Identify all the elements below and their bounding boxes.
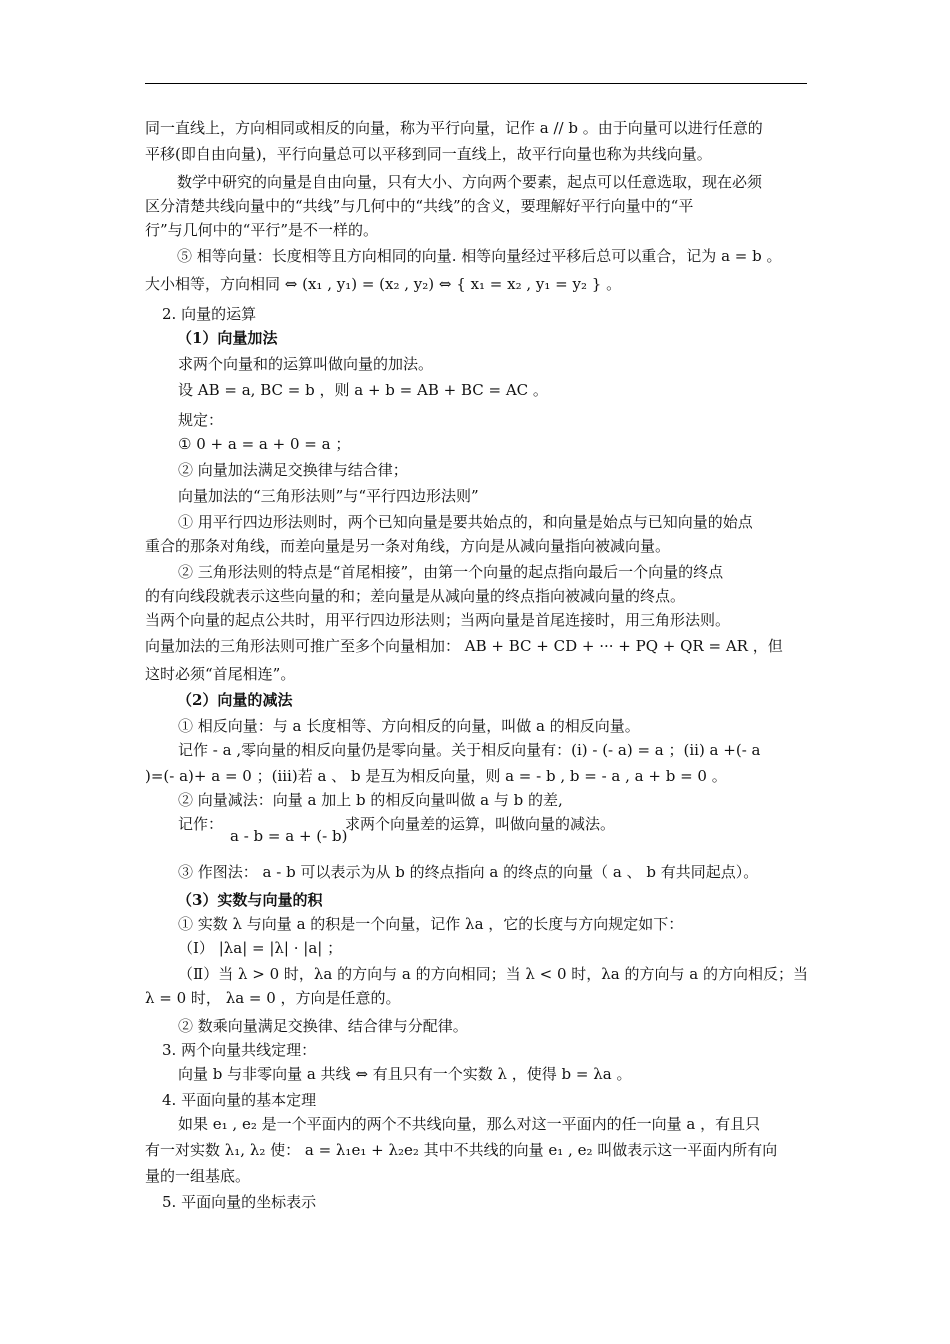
paragraph-line: )=(- a)+ a = 0 ；(iii)若 a 、 b 是互为相反向量，则 a = - b , b = - a , a + b = 0 。 (145, 767, 727, 785)
formula-line: （Ⅰ） |λa| = |λ| · |a| ； (178, 939, 343, 957)
paragraph-line: 数学中研究的向量是自由向量，只有大小、方向两个要素，起点可以任意选取，现在必须 (177, 173, 763, 191)
formula-line: ① 0 + a = a + 0 = a ； (178, 435, 351, 453)
paragraph-line: ② 向量减法：向量 a 加上 b 的相反向量叫做 a 与 b 的差, (178, 791, 563, 809)
paragraph-line: 如果 e₁ , e₂ 是一个平面内的两个不共线向量，那么对这一平面内的任一向量 a ，有且只 (178, 1115, 761, 1133)
paragraph-line: 量的一组基底。 (145, 1167, 251, 1185)
paragraph-line: 有一对实数 λ₁, λ₂ 使： a = λ₁e₁ + λ₂e₂ 其中不共线的向量 e₁ , e₂ 叫做表示这一平面内所有向 (145, 1141, 778, 1159)
section-heading: 2. 向量的运算 (162, 305, 257, 323)
paragraph-line: 记作 - a ,零向量的相反向量仍是零向量。关于相反向量有：(i) - (- a) = a ；(ii) a +(- a (178, 741, 761, 759)
paragraph-line: 当两个向量的起点公共时，用平行四边形法则；当两向量是首尾连接时，用三角形法则。 (145, 611, 731, 629)
section-heading: 3. 两个向量共线定理： (162, 1041, 317, 1059)
paragraph-line-equal-vectors: ⑤ 相等向量：长度相等且方向相同的向量. 相等向量经过平移后总可以重合，记为 a = b 。 (177, 247, 782, 265)
paragraph-line-label: 记作： (178, 815, 224, 833)
subsection-heading: （1）向量加法 (177, 329, 278, 347)
formula-line: 大小相等，方向相同 ⇔ (x₁ , y₁) = (x₂ , y₂) ⇔ { x₁ = x₂ , y₁ = y₂ } 。 (145, 275, 622, 293)
formula-line: 向量加法的三角形法则可推广至多个向量相加： AB + BC + CD + ··· + PQ + QR = AR ，但 (145, 637, 783, 655)
header-rule (145, 83, 807, 84)
paragraph-line: ① 实数 λ 与向量 a 的积是一个向量，记作 λa ，它的长度与方向规定如下： (178, 915, 684, 933)
paragraph-line: λ = 0 时， λa = 0 ，方向是任意的。 (145, 989, 401, 1007)
paragraph-line: 平移(即自由向量)，平行向量总可以平移到同一直线上，故平行向量也称为共线向量。 (145, 145, 712, 163)
paragraph-line: 规定： (178, 411, 224, 429)
paragraph-line: ② 数乘向量满足交换律、结合律与分配律。 (178, 1017, 468, 1035)
paragraph-line: 求两个向量差的运算，叫做向量的减法。 (345, 815, 616, 833)
formula-subtraction: a - b = a + (- b) (230, 827, 348, 845)
paragraph-line: ③ 作图法： a - b 可以表示为从 b 的终点指向 a 的终点的向量（ a 、 b 有共同起点）。 (178, 863, 759, 881)
paragraph-line: 向量加法的“三角形法则”与“平行四边形法则” (178, 487, 479, 505)
paragraph-line: 这时必须“首尾相连”。 (145, 665, 296, 683)
paragraph-line: ② 三角形法则的特点是“首尾相接”，由第一个向量的起点指向最后一个向量的终点 (178, 563, 724, 581)
subsection-heading: （2）向量的减法 (177, 691, 293, 709)
section-heading: 5. 平面向量的坐标表示 (162, 1193, 317, 1211)
paragraph-line: 的有向线段就表示这些向量的和；差向量是从减向量的终点指向被减向量的终点。 (145, 587, 686, 605)
paragraph-line: 区分清楚共线向量中的“共线”与几何中的“共线”的含义，要理解好平行向量中的“平 (145, 197, 694, 215)
paragraph-line: 同一直线上，方向相同或相反的向量，称为平行向量，记作 a // b 。由于向量可以进行任意的 (145, 119, 763, 137)
paragraph-line: ① 相反向量：与 a 长度相等、方向相反的向量，叫做 a 的相反向量。 (178, 717, 640, 735)
paragraph-line: ① 用平行四边形法则时，两个已知向量是要共始点的，和向量是始点与已知向量的始点 (178, 513, 753, 531)
paragraph-line: 求两个向量和的运算叫做向量的加法。 (178, 355, 434, 373)
formula-line: 设 AB = a, BC = b ，则 a + b = AB + BC = AC 。 (178, 381, 548, 399)
paragraph-line: 向量 b 与非零向量 a 共线 ⇔ 有且只有一个实数 λ ，使得 b = λa 。 (178, 1065, 632, 1083)
paragraph-line: ② 向量加法满足交换律与结合律； (178, 461, 408, 479)
paragraph-line: 行”与几何中的“平行”是不一样的。 (145, 221, 379, 239)
paragraph-line: 重合的那条对角线，而差向量是另一条对角线，方向是从减向量指向被减向量。 (145, 537, 671, 555)
section-heading: 4. 平面向量的基本定理 (162, 1091, 317, 1109)
paragraph-line: （Ⅱ）当 λ > 0 时，λa 的方向与 a 的方向相同；当 λ < 0 时，λa 的方向与 a 的方向相反；当 (178, 965, 808, 983)
subsection-heading: （3）实数与向量的积 (177, 891, 323, 909)
